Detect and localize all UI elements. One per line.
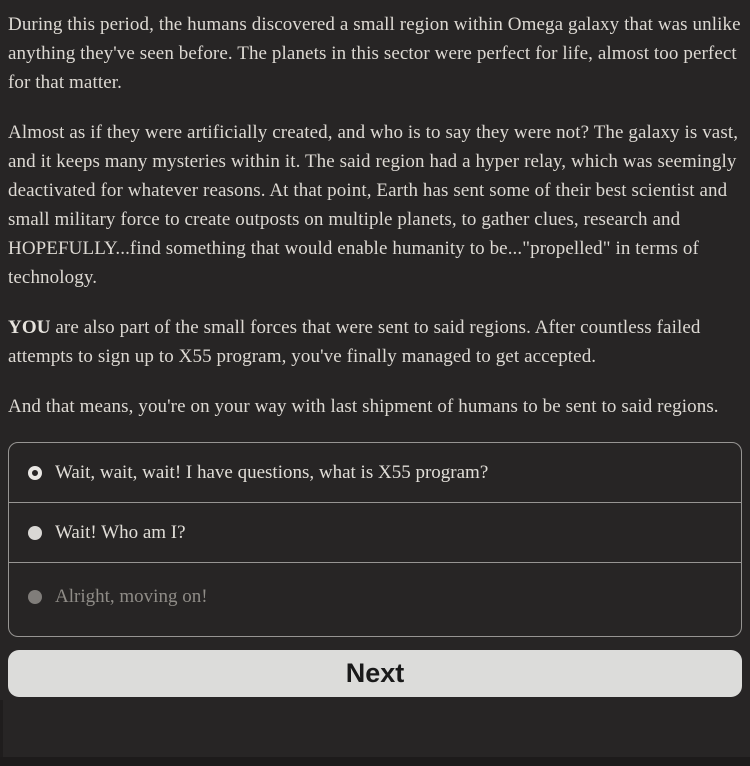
story-paragraph-2: Almost as if they were artificially created, and who is to say they were not? The galaxy is vast, and it keeps many mysteries within it. The said region had a hyper relay, which was seemingly deactivated for whatever reasons. At that point, Earth has sent some of their best scientist and small military force to create outposts on multiple planets, to gather clues, research and HOPEFULLY...find something that would enable humanity to be..."propelled" in terms of technology.: [8, 122, 739, 288]
radio-unselected-icon[interactable]: [28, 526, 42, 540]
radio-disabled-icon: [28, 590, 42, 604]
choice-option-3-label: Alright, moving on!: [55, 586, 208, 607]
radio-selected-icon[interactable]: [28, 466, 42, 480]
story-paragraph-4: And that means, you're on your way with last shipment of humans to be sent to said regions.: [8, 396, 719, 417]
choice-group: [8, 442, 742, 637]
choice-option-1[interactable]: [9, 443, 741, 502]
choice-option-3-disabled: [9, 562, 741, 636]
choice-option-1-label: Wait, wait, wait! I have questions, what is X55 program?: [55, 462, 489, 483]
story-paragraph-3-bold: YOU: [8, 317, 51, 338]
story-text: [8, 10, 742, 421]
story-paragraph-3-rest: are also part of the small forces that were sent to said regions. After countless failed attempts to sign up to X55 program, you've finally managed to get accepted.: [8, 317, 701, 367]
choice-option-2[interactable]: [9, 502, 741, 562]
bottom-edge-strip: [0, 757, 750, 766]
story-paragraph-3: [8, 313, 742, 371]
choice-option-2-label: Wait! Who am I?: [55, 522, 186, 543]
next-button[interactable]: Next: [8, 650, 742, 697]
story-paragraph-1: During this period, the humans discovered a small region within Omega galaxy that was unlike anything they've seen before. The planets in this sector were perfect for life, almost too perfect for that matter.: [8, 14, 741, 93]
